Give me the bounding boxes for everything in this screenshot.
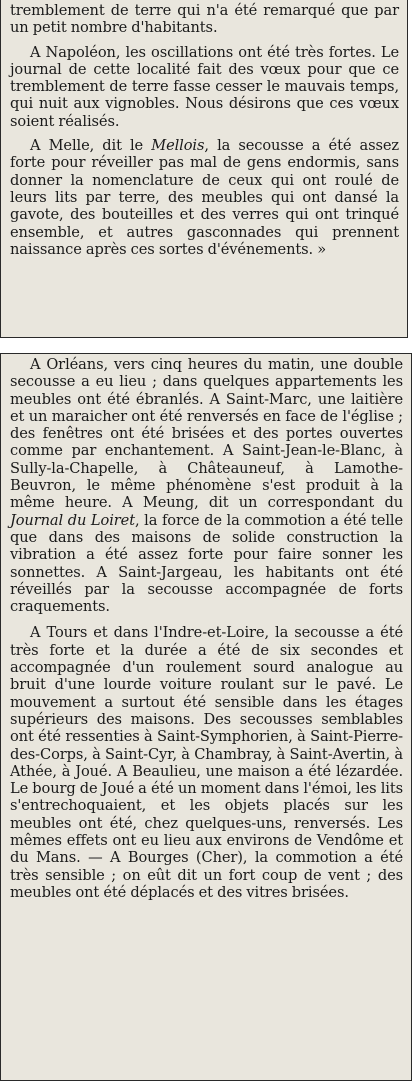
paragraph-earthquake-remark: tremblement de terre qui n'a été remarqué que par un petit nombre d'habitants. (10, 2, 399, 37)
paragraph-napoleon: A Napoléon, les oscillations ont été très fortes. Le journal de cette localité fait des vœux pour que ce tremblement de terre fasse cesser le mauvais temps, qui nuit aux vignobles. Nous désirons que ces vœux soient réalisés. (10, 43, 399, 130)
paragraph-orleans: A Orléans, vers cinq heures du matin, une double secousse a eu lieu ; dans quelques appartements les meubles ont été ébranlés. A Saint-Marc, une laitière et un maraicher ont été renversés en face de l'église ; des fenêtres ont été brisées et des portes ouvertes comme par enchantement. A Saint-Jean-le-Blanc, à Sully-la-Chapelle, à Châteauneuf, à Lamothe-Beuvron, le même phénomène s'est produit à la même heure. A Meung, dit un correspondant du Journal du Loiret, la force de la commotion a été telle que dans des maisons de solide construction la vibration a été assez forte pour faire sonner les sonnettes. A Saint-Jargeau, les habitants ont été réveillés par la secousse accompagnée de forts craquements. (10, 356, 404, 616)
newspaper-name-mellois: Mellois (151, 137, 205, 155)
newspaper-clipping-2 (0, 353, 412, 1081)
newspaper-name-journal-du-loiret: Journal du Loiret (10, 511, 135, 529)
newspaper-clipping-1 (0, 0, 408, 338)
paragraph-melle: A Melle, dit le Mellois, la secousse a été assez forte pour réveiller pas mal de gens endormis, sans donner la nomenclature de ceux qui ont roulé de leurs lits par terre, des meubles qui ont dansé la gavote, des bouteilles et des verres qui ont trinqué ensemble, et autres gasconnades qui prennent naissance après ces sortes d'événements. » (10, 137, 399, 258)
paragraph-tours: A Tours et dans l'Indre-et-Loire, la secousse a été très forte et la durée a été de six secondes et accompagnée d'un roulement sourd analogue au bruit d'une lourde voiture roulant sur le pavé. Le mouvement a surtout été sensible dans les étages supérieurs des maisons. Des secousses semblables ont été ressenties à Saint-Symphorien, à Saint-Pierre-des-Corps, à Saint-Cyr, à Chambray, à Saint-Avertin, à Athée, à Joué. A Beaulieu, une maison a été lézardée. Le bourg de Joué a été un moment dans l'émoi, les lits s'entrechoquaient, et les objets placés sur les meubles ont été, chez quelques-uns, renversés. Les mêmes effets ont eu lieu aux environs de Vendôme et du Mans. — A Bourges (Cher), la commotion a été très sensible ; on eût dit un fort coup de vent ; des meubles ont été déplacés et des vitres brisées. (10, 624, 403, 901)
